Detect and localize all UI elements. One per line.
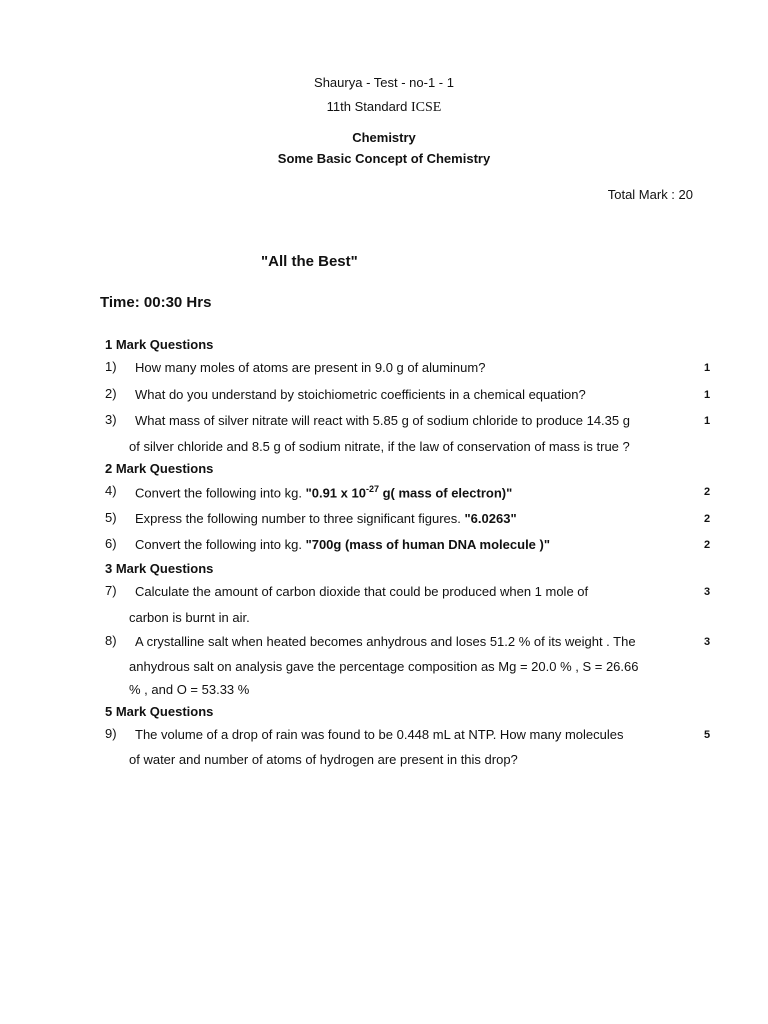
total-mark: Total Mark : 20 — [607, 187, 693, 202]
section-title: 1 Mark Questions — [105, 337, 214, 352]
test-title: Shaurya - Test - no-1 - 1 — [314, 75, 454, 90]
question-text: A crystalline salt when heated becomes anhydrous and loses 51.2 % of its weight . The — [135, 634, 636, 649]
question-text — [135, 511, 517, 526]
question-text-continued: anhydrous salt on analysis gave the percentage composition as Mg = 20.0 % , S = 26.66 — [129, 659, 639, 674]
question-text-continued: of silver chloride and 8.5 g of sodium nitrate, if the law of conservation of mass is true ? — [129, 439, 630, 454]
section-title: 3 Mark Questions — [105, 561, 214, 576]
question-mark: 3 — [704, 636, 711, 648]
question-number: 4) — [105, 483, 117, 498]
question-text-continued: carbon is burnt in air. — [129, 610, 250, 625]
question-number: 9) — [105, 726, 117, 741]
time-label: Time: 00:30 Hrs — [100, 294, 212, 311]
question-text-continued: of water and number of atoms of hydrogen are present in this drop? — [129, 752, 518, 767]
question-mark: 1 — [704, 362, 711, 374]
question-number: 1) — [105, 359, 117, 374]
subject-title: Chemistry — [352, 130, 416, 145]
question-mark: 2 — [704, 513, 711, 525]
question-mark: 3 — [704, 586, 711, 598]
question-mark: 1 — [704, 389, 711, 401]
question-number: 7) — [105, 583, 117, 598]
question-mark: 1 — [704, 415, 711, 427]
question-value-b: g( mass of electron)" — [378, 485, 513, 501]
question-text: What do you understand by stoichiometric coefficients in a chemical equation? — [135, 387, 586, 402]
question-exponent: -27 — [365, 484, 379, 494]
question-mark: 2 — [704, 539, 711, 551]
question-text: How many moles of atoms are present in 9.0 g of aluminum? — [135, 360, 486, 375]
question-mark: 5 — [704, 729, 711, 741]
question-number: 3) — [105, 412, 117, 427]
question-prefix: Convert the following into kg. — [135, 537, 302, 552]
question-text: The volume of a drop of rain was found to be 0.448 mL at NTP. How many molecules — [135, 727, 624, 742]
question-value: "6.0263" — [464, 511, 517, 526]
question-number: 2) — [105, 386, 117, 401]
question-text — [135, 537, 550, 552]
question-value-a: "0.91 x 10 — [305, 485, 366, 501]
board-label: ICSE — [411, 100, 442, 115]
standard-line — [0, 99, 768, 116]
chapter-title: Some Basic Concept of Chemistry — [277, 151, 491, 166]
question-value: "700g (mass of human DNA molecule )" — [305, 537, 551, 552]
section-title: 5 Mark Questions — [105, 704, 214, 719]
standard-label: 11th Standard — [326, 99, 408, 114]
question-text — [135, 484, 512, 500]
question-number: 8) — [105, 633, 117, 648]
question-prefix: Express the following number to three significant figures. — [135, 511, 461, 526]
question-text: Calculate the amount of carbon dioxide that could be produced when 1 mole of — [135, 584, 589, 599]
question-mark: 2 — [704, 486, 711, 498]
question-text-continued: % , and O = 53.33 % — [129, 682, 250, 697]
wish-text: "All the Best" — [261, 253, 358, 270]
question-text: What mass of silver nitrate will react with 5.85 g of sodium chloride to produce 14.35 g — [135, 413, 630, 428]
question-number: 5) — [105, 510, 117, 525]
question-number: 6) — [105, 536, 117, 551]
question-prefix: Convert the following into kg. — [135, 485, 302, 501]
section-title: 2 Mark Questions — [105, 461, 214, 476]
